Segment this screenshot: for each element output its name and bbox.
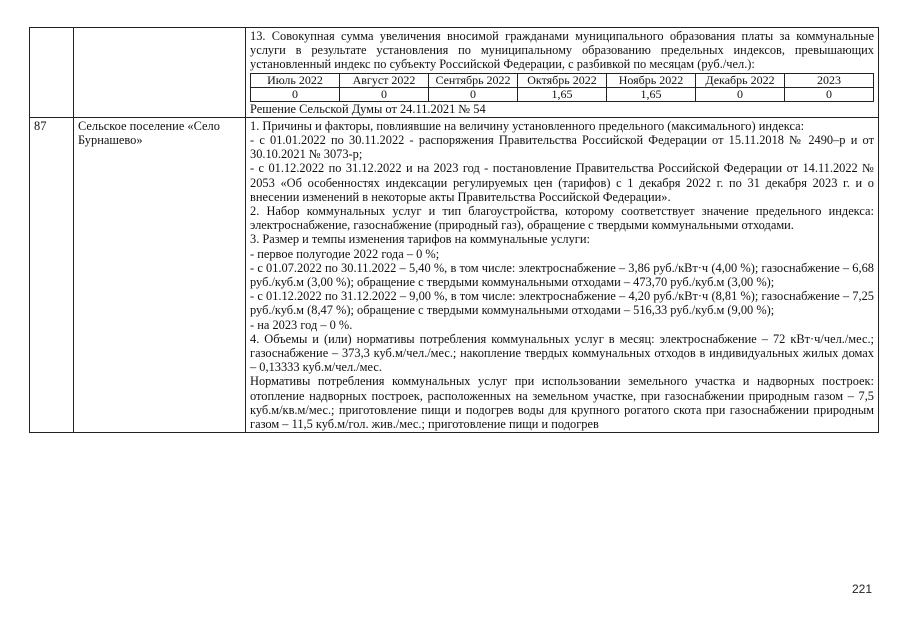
month-value: 1,65 [518,87,607,101]
paragraph: Нормативы потребления коммунальных услуг при использовании земельного участка и надворных построек: отопление надворных построек, расположенных на земельном участке, при газоснабжении природным газом – 7,5 куб.м/кв.м/мес.; приготовление пищи и подогрев воды для крупного рогатого скота при газоснабжении природным газом – 11,5 куб.м/гол. жив./мес.; приготовление пищи и подогрев [250,374,874,432]
table-row [30,28,879,118]
paragraph: 3. Размер и темпы изменения тарифов на коммунальные услуги: [250,232,590,247]
table-row [30,117,879,432]
item-13-text: 13. Совокупная сумма увеличения вносимой гражданами муниципального образования платы за коммунальные услуги в результате установления по муниципальному образованию предельных индексов, превышающих установленный индекс по субъекту Российской Федерации, с разбивкой по месяцам (руб./чел.): [250,29,874,72]
month-value: 0 [785,87,874,101]
month-value: 0 [251,87,340,101]
municipality-name-cell [74,28,246,118]
paragraph: - с 01.01.2022 по 30.11.2022 - распоряжения Правительства Российской Федерации от 15.11.2018 № 2490–р и от 30.10.2021 № 3073-р; [250,133,874,162]
description-cell [246,117,879,432]
month-header: Октябрь 2022 [518,73,607,87]
month-header: Август 2022 [340,73,429,87]
paragraph: 4. Объемы и (или) нормативы потребления коммунальных услуг в месяц: электроснабжение – 72 кВт·ч/чел./мес.; газоснабжение – 373,3 куб.м/чел./мес.; накопление твердых коммунальных отходов в индивидуальных жилых домах – 0,13333 куб.м/чел./мес. [250,331,874,375]
paragraph: - на 2023 год – 0 %. [250,317,353,332]
municipality-name-cell: Сельское поселение «Село Бурнашево» [74,117,246,432]
month-header: Декабрь 2022 [696,73,785,87]
month-header: 2023 [785,73,874,87]
decision-text: Решение Сельской Думы от 24.11.2021 № 54 [250,101,486,116]
month-value: 0 [429,87,518,101]
description-cell [246,28,879,118]
month-value: 1,65 [607,87,696,101]
paragraph: - с 01.07.2022 по 30.11.2022 – 5,40 %, в том числе: электроснабжение – 3,86 руб./кВт·ч (4,00 %); газоснабжение – 6,68 руб./куб.м (3,00 %); обращение с твердыми коммунальными отходами – 473,70 руб./куб.м (3,00 %); [250,260,874,290]
month-value: 0 [340,87,429,101]
document-table [29,27,879,433]
month-value: 0 [696,87,785,101]
paragraph: 1. Причины и факторы, повлиявшие на величину установленного предельного (максимального) индекса: [250,118,805,133]
row-number-cell: 87 [30,117,74,432]
row-number-cell [30,28,74,118]
month-header: Июль 2022 [251,73,340,87]
months-header-row [251,73,874,87]
paragraph: - первое полугодие 2022 года – 0 %; [250,246,440,261]
paragraph: - с 01.12.2022 по 31.12.2022 и на 2023 год - постановление Правительства Российской Федерации от 14.11.2022 № 2053 «Об особенностях индексации регулируемых цен (тарифов) с 1 декабря 2022 г. по 31 декабря 2023 г. и о внесении изменений в некоторые акты Правительства Российской Федерации». [250,161,874,204]
month-header: Сентябрь 2022 [429,73,518,87]
page-number: 221 [852,582,873,596]
paragraph: - с 01.12.2022 по 31.12.2022 – 9,00 %, в том числе: электроснабжение – 4,20 руб./кВт·ч (8,81 %); газоснабжение – 7,25 руб./куб.м (8,47 %); обращение с твердыми коммунальными отходами – 516,33 руб./куб.м (9,00 %); [250,289,874,318]
month-header: Ноябрь 2022 [607,73,696,87]
paragraph: 2. Набор коммунальных услуг и тип благоустройства, которому соответствует значение предельного индекса: электроснабжение, газоснабжение (природный газ), обращение с твердыми коммунальными отходами. [250,204,874,233]
values-row [251,87,874,101]
monthly-increase-table [250,73,874,102]
